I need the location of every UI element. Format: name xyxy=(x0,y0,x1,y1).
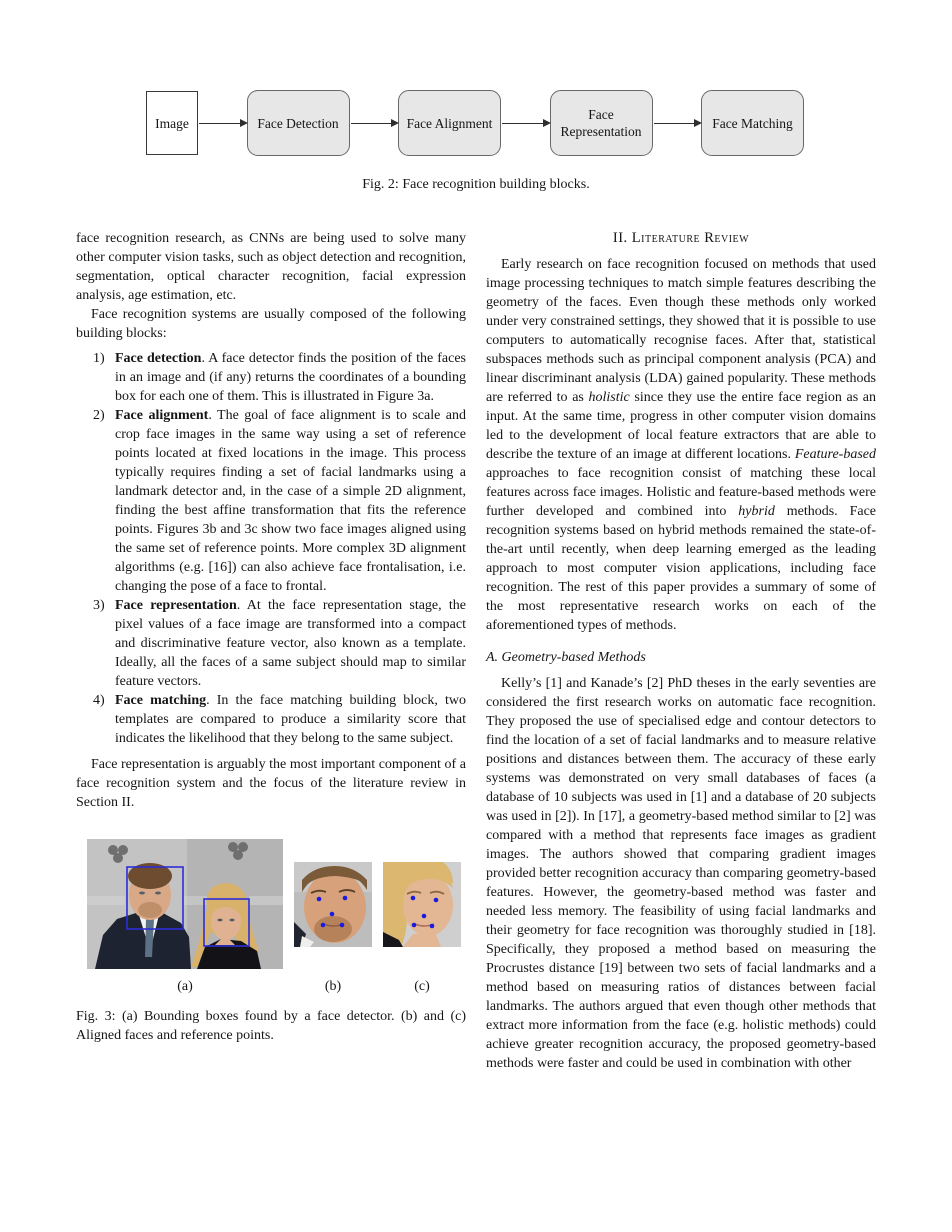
list-item-face-matching xyxy=(93,691,466,748)
right-column xyxy=(486,229,876,1073)
figure3b-column xyxy=(294,839,372,996)
list-item-text: Face representation. At the face representation stage, the pixel values of a face image are transformed into a compact and discriminative feature vector, also known as a template. Ideally, all the faces of a same subject should map to similar feature vectors. xyxy=(115,598,466,689)
list-item-number: 3) xyxy=(93,598,105,613)
left-column xyxy=(76,229,466,1073)
figure3b-image xyxy=(294,839,372,969)
list-item-number: 4) xyxy=(93,693,105,708)
right-paragraph-1: Early research on face recognition focused on methods that used image processing techniques to match simple features describing the geometry of the faces. Even though these methods only worked under very constrained settings, they showed that it is possible to use computers to automatically recognise faces. After that, statistical subspaces methods such as principal component analysis (PCA) and linear discriminant analysis (LDA) gained popularity. These methods are referred to as holistic since they use the entire face region as an input. At the same time, progress in other computer vision domains led to the development of local feature extractors that are able to describe the texture of an image at different locations. Feature-based approaches to face recognition consist of matching these local features across face images. Holistic and feature-based methods were further developed and combined into hybrid methods. Face recognition systems based on hybrid methods remained the state-of-the-art until recently, when deep learning emerged as the leading approach to most computer vision applications, including face recognition. The rest of this paper provides a summary of some of the most representative research works on each of the aforementioned types of methods. xyxy=(486,257,876,633)
flow-block-face-alignment: Face Alignment xyxy=(398,90,501,156)
list-item-text: Face detection. A face detector finds the position of the faces in an image and (if any) returns the coordinates of a bounding box for each one of them. This is illustrated in Figure 3a. xyxy=(115,351,466,404)
two-column-body xyxy=(76,229,876,1073)
figure3 xyxy=(76,839,466,1045)
flow-arrow-icon xyxy=(199,123,246,124)
building-blocks-list xyxy=(76,349,466,748)
list-item-face-detection xyxy=(93,349,466,406)
section-heading-literature-review: II. Literature Review xyxy=(612,230,750,246)
figure3a-column xyxy=(87,839,283,996)
figure3-images-row xyxy=(87,839,466,996)
figure3a-label: (a) xyxy=(177,979,193,994)
list-item-number: 1) xyxy=(93,351,105,366)
figure3b-label: (b) xyxy=(324,979,342,994)
flow-block-face-representation: Face Representation xyxy=(550,90,653,156)
right-paragraph-2: Kelly’s [1] and Kanade’s [2] PhD theses in the early seventies are considered the first research works on automatic face recognition. They proposed the use of specialised edge and contour detectors to find the location of a set of facial landmarks and to measure relative positions and distances between them. The accuracy of these early systems was demonstrated on very small databases of faces (a database of 10 subjects was used in [1] and a database of 20 subjects was used in [2]). In [17], a geometry-based method similar to [2] was compared with a method that represents face images as gradient images. The authors showed that comparing gradient images provided better recognition accuracy than comparing geometry-based features. However, the geometry-based method was faster and needed less memory. The feasibility of using facial landmarks and their geometry for face recognition was thoroughly studied in [18]. Specifically, they proposed a method based on measuring the Procrustes distance [19] between two sets of facial landmarks and a method based on measuring ratios of distances between facial landmarks. The authors argued that even though other methods that extract more information from the face (e.g. holistic methods) could achieve greater recognition accuracy, the proposed geometry-based methods were faster and could be used in combination with other xyxy=(486,676,876,1071)
subsection-heading-geometry-based: A. Geometry-based Methods xyxy=(486,650,646,665)
list-item-number: 2) xyxy=(93,408,105,423)
figure3-caption: Fig. 3: (a) Bounding boxes found by a face detector. (b) and (c) Aligned faces and reference points. xyxy=(76,1009,466,1043)
left-paragraph-1: face recognition research, as CNNs are being used to solve many other computer vision tasks, such as object detection and recognition, segmentation, optical character recognition, facial expression analysis, age estimation, etc. xyxy=(76,231,466,303)
list-item-face-alignment xyxy=(93,406,466,596)
figure3c-label: (c) xyxy=(414,979,430,994)
flow-arrow-icon xyxy=(351,123,398,124)
list-item-text: Face alignment. The goal of face alignment is to scale and crop face images in the same way using a set of reference points located at fixed locations in the image. This process typically requires finding a set of facial landmarks using a landmark detector and, in the case of a simple 2D alignment, finding the best affine transformation that fits the reference points. Figures 3b and 3c show two face images aligned using the same set of reference points. More complex 3D alignment algorithms (e.g. [16]) can also achieve face frontalisation, i.e. changing the pose of a face to frontal. xyxy=(115,408,466,594)
figure3c-image xyxy=(383,839,461,969)
left-paragraph-3: Face representation is arguably the most important component of a face recognition system and the focus of the literature review in Section II. xyxy=(76,757,466,810)
figure3a-image xyxy=(87,839,283,969)
left-paragraph-2: Face recognition systems are usually composed of the following building blocks: xyxy=(76,307,466,341)
flow-arrow-icon xyxy=(654,123,701,124)
flow-block-face-matching: Face Matching xyxy=(701,90,804,156)
flow-arrow-icon xyxy=(502,123,549,124)
flow-block-image: Image xyxy=(146,91,198,155)
figure2-caption: Fig. 2: Face recognition building blocks. xyxy=(362,177,590,192)
list-item-face-representation xyxy=(93,596,466,691)
figure2-pipeline-diagram xyxy=(146,88,804,158)
figure3c-column xyxy=(383,839,461,996)
list-item-text: Face matching. In the face matching building block, two templates are compared to produce a similarity score that indicates the likelihood that they belong to the same subject. xyxy=(115,693,466,746)
flow-block-face-detection: Face Detection xyxy=(247,90,350,156)
